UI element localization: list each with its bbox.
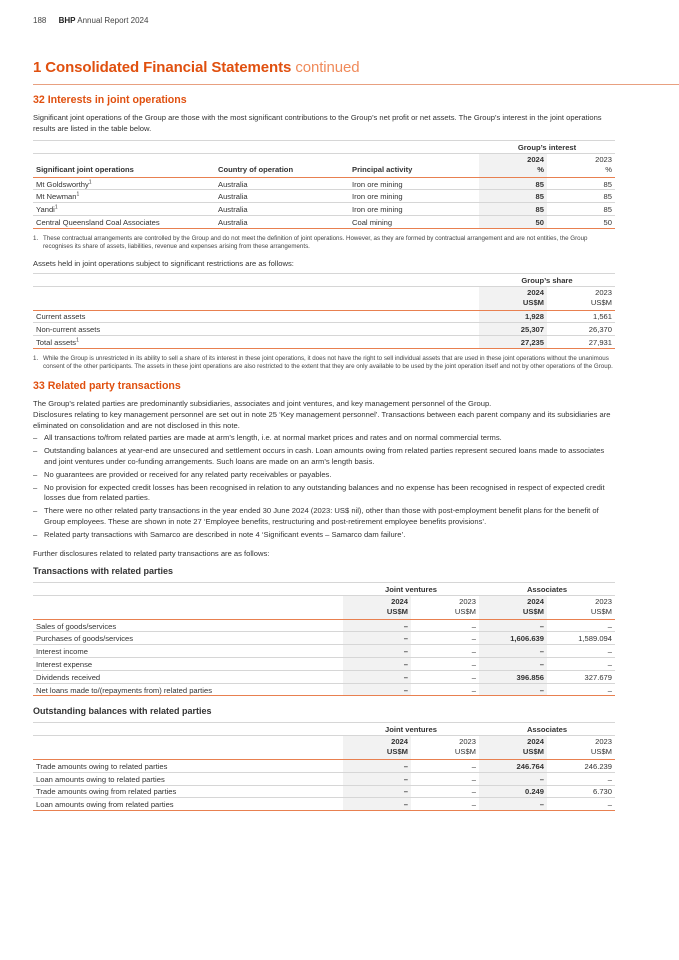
section-32-intro: Significant joint operations of the Group are those with the most significant contributions to the Group’s net profit or net assets. The Group’s interest in the joint operations results are listed in the table below. [33,112,602,133]
footnote-joint-operations: 1. These contractual arrangements are controlled by the Group and do not meet the definition of joint operations. However, as they are formed by contractual arrangement and are not entities, the Group recognises its share of assets, liabilities, revenue and expenses arising from these arrangements. [33,234,588,250]
table-row: Loan amounts owing from related parties – – – – [33,798,615,811]
table-row: Non-current assets 25,307 26,370 [33,323,615,336]
table-row: Loan amounts owing to related parties – – – – [33,772,615,785]
col-significant-joint-operations: Significant joint operations [33,153,215,177]
restricted-assets-table [33,273,615,349]
list-item: – All transactions to/from related parties are made at arm’s length, i.e. at normal market prices and rates and on normal commercial terms. [33,433,502,443]
table-row: Current assets 1,928 1,561 [33,310,615,323]
assets-intro: Assets held in joint operations subject to significant restrictions are as follows: [33,258,294,268]
table-row: Net loans made to/(repayments from) related parties – – – – [33,683,615,696]
transactions-heading: Transactions with related parties [33,566,174,577]
table-row: Interest income – – – – [33,645,615,658]
footnote-restricted-assets: 1. While the Group is unrestricted in its ability to sell a share of its interest in these joint operations, it does not have the right to sell individual assets that are used in these joint operations without the unanimous consent of the other participants. The assets in these joint operations are also restricted to the extent that they are only available to be used by the joint operation itself and not by other operations of the Group. [33,354,613,370]
associates-header: Associates [479,582,615,595]
col-2024: 2024 US$M [479,286,547,310]
joint-ventures-header: Joint ventures [343,582,479,595]
table-row: Total assets$^1$ 27,235 27,931 [33,336,615,349]
section-32-heading: 32 Interests in joint operations [33,94,187,106]
further-disclosures: Further disclosures related to related party transactions are as follows: [33,549,270,559]
table-row: Dividends received – – 396.856 327.679 [33,670,615,683]
table-row: Mt Goldsworthy$^1$ Australia Iron ore mining 85 85 [33,177,615,190]
table-row: Yandi$^1$ Australia Iron ore mining 85 85 [33,203,615,216]
list-item: – No guarantees are provided or received for any related party receivables or payables. [33,469,332,479]
col-country: Country of operation [215,153,349,177]
col-activity: Principal activity [349,153,479,177]
list-item: – There were no other related party transactions in the year ended 30 June 2024 (2023: US$ nil), other than those with post-employment benefit plans for the benefit of Group employees. These are shown in note 27 ‘Employee benefits, restructuring and post-retirement employee benefits provisions’. [33,506,599,526]
table-row: Central Queensland Coal Associates Australia Coal mining 50 50 [33,215,615,228]
list-item: – Outstanding balances at year-end are unsecured and settlement occurs in cash. Loan amounts owing from related parties represent secured loans made to associates and joint ventures under co-funding arrangements. Such loans are made on an arm’s length basis. [33,446,605,466]
balances-heading: Outstanding balances with related parties [33,706,212,717]
col-2023: 2023 US$M [547,286,615,310]
title-rule [33,84,679,85]
table-row: Sales of goods/services – – – – [33,619,615,632]
table-row: Trade amounts owing to related parties – – 246.764 246.239 [33,759,615,772]
joint-operations-table [33,140,615,229]
title-continued: continued [295,59,360,76]
main-content [33,94,615,811]
associates-header: Associates [479,723,615,736]
col-2024: 2024 % [479,153,547,177]
balances-table: Joint ventures Associates 2024 US$M 2023 US$M 2024 US$M 2023 US$M Trade amounts owing to related parties – – 246.764 246.239 Loan amounts owing to related parties – – – – Trade amounts owing from related parties – – 0.249 6.730 Loan amounts owing from related parties – – – – [33,722,615,811]
page-title: 1 Consolidated Financial Statements continued [33,59,360,76]
joint-ventures-header: Joint ventures [343,723,479,736]
report-name: Annual Report 2024 [77,16,149,25]
group-interest-header: Group’s interest [479,140,615,153]
company-name: BHP [58,16,76,25]
page-number: 188 [33,16,47,25]
group-share-header: Group’s share [479,273,615,286]
page-header [33,16,148,26]
col-2023: 2023 % [547,153,615,177]
table-row: Interest expense – – – – [33,658,615,671]
section-33-para2: Disclosures relating to key management personnel are set out in note 25 ‘Key management personnel’. Transactions between each parent company and its subsidiaries are eliminated on consolidation and are not disclosed in this note. [33,409,611,430]
list-item: – Related party transactions with Samarco are described in note 4 ‘Significant events – Samarco dam failure’. [33,529,406,539]
list-item: – No provision for expected credit losses has been recognised in relation to any outstanding balances and no expense has been recognised in respect of expected credit losses due from related parties. [33,482,605,503]
section-33-para1: The Group’s related parties are predominantly subsidiaries, associates and joint ventures, and key management personnel of the Group. [33,398,492,408]
section-33-heading: 33 Related party transactions [33,379,181,392]
table-row: Mt Newman$^1$ Australia Iron ore mining 85 85 [33,190,615,203]
table-row: Trade amounts owing from related parties – – 0.249 6.730 [33,785,615,798]
transactions-table: Joint ventures Associates 2024 US$M 2023 US$M 2024 US$M 2023 US$M Sales of goods/services – – – – Purchases of goods/services – – 1,606.639 1,589.094 Interest income – – – – Interest expense – – – – Dividends received – – 396.856 327.679 Net loans made to/(repayments from) related parties – – – – [33,582,615,697]
table-row: Purchases of goods/services – – 1,606.639 1,589.094 [33,632,615,645]
